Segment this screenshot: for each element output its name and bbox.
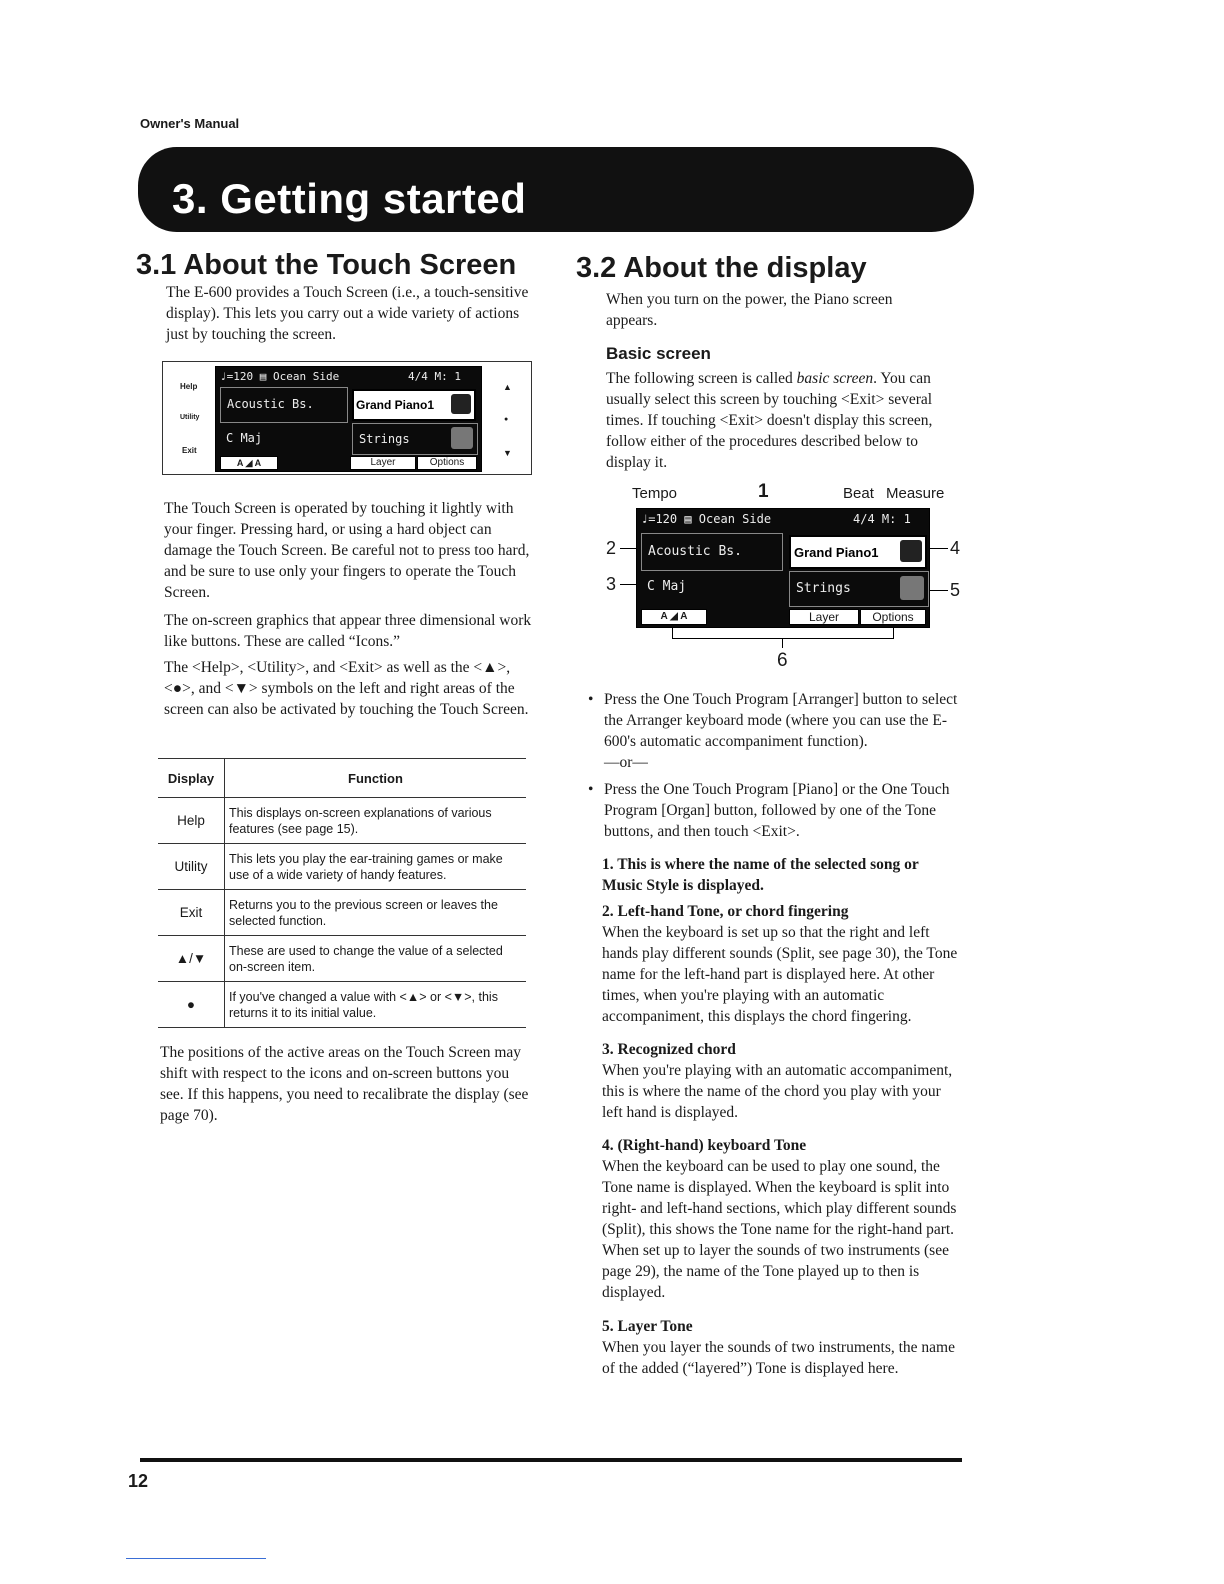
layer-button[interactable]: Layer: [789, 609, 859, 625]
table-row: [158, 890, 526, 936]
item-2: [602, 901, 962, 1027]
item-3-text: When you're playing with an automatic accompaniment, this is where the name of the chord you play with your left hand is displayed.: [602, 1062, 953, 1121]
table-cell-display: ▲/▼: [158, 936, 225, 982]
beat-measure: 4/4 M: 1: [853, 512, 911, 526]
item-2-heading: 2. Left-hand Tone, or chord fingering: [602, 903, 849, 920]
table-cell-function: This lets you play the ear-training games or make use of a wide variety of handy features.: [229, 851, 503, 882]
table-row: [158, 982, 526, 1028]
running-header: Owner's Manual: [140, 116, 240, 131]
item-1: [602, 854, 962, 896]
bullet-dot-2: •: [588, 781, 594, 798]
touch-screen-figure: [162, 361, 532, 475]
item-2-text: When the keyboard is set up so that the right and left hands play different sounds (Split, see page 30), the Tone name for the left-hand part is displayed here. At other times, when you're playing with an automatic accompaniment, this displays the chord fingering.: [602, 924, 958, 1025]
table-header-function: Function: [348, 770, 403, 786]
item-4-text: When the keyboard can be used to play one sound, the Tone name is displayed. When the keyboard is split into right- and left-hand sections, which play different sounds (Split), this shows the Tone name for the right-hand part. When set up to layer the sounds of two instruments (see page 29), the name of the Tone played up to then is displayed.: [602, 1158, 957, 1301]
callout-line-6: [782, 638, 783, 648]
table-cell-function: If you've changed a value with <▲> or <▼>, this returns it to its initial value.: [229, 989, 498, 1020]
reset-symbol[interactable]: ●: [504, 416, 509, 423]
section-3-1-p2: The on-screen graphics that appear three dimensional work like buttons. These are called “Icons.”: [164, 612, 532, 650]
callout-3: 3: [606, 574, 617, 594]
options-button[interactable]: Options: [417, 456, 477, 470]
layer-tone-name: Strings: [359, 432, 410, 446]
table-cell-display: ●: [158, 982, 225, 1028]
piano-icon: [900, 540, 922, 562]
layer-tone-icon[interactable]: [789, 571, 929, 607]
table-header-display: Display: [158, 759, 225, 798]
lcd-screen: [215, 366, 482, 472]
item-3: [602, 1039, 962, 1123]
right-tone-name: Grand Piano1: [794, 545, 879, 560]
chord-name: C Maj: [226, 431, 263, 445]
help-label[interactable]: Help: [180, 382, 198, 391]
callout-line-5: [928, 590, 948, 591]
layer-tone-icon[interactable]: [352, 423, 478, 455]
display-function-table: [158, 758, 526, 1028]
table-row: [158, 844, 526, 890]
arrow-button[interactable]: A ◢ A: [220, 456, 278, 470]
tempo-label: Tempo: [632, 485, 678, 502]
piano-icon: [451, 394, 471, 414]
callout-4: 4: [950, 538, 961, 558]
right-tone-icon[interactable]: [789, 535, 927, 569]
chord-name: C Maj: [647, 579, 687, 594]
beat-label: Beat: [843, 485, 874, 502]
callout-2: 2: [606, 538, 617, 558]
table-cell-display: Exit: [158, 890, 225, 936]
status-line: ♩=120 ▤ Ocean Side: [641, 512, 772, 526]
table-cell-function: These are used to change the value of a selected on-screen item.: [229, 943, 503, 974]
bullet-2-text: Press the One Touch Program [Piano] or the One Touch Program [Organ] button, followed by one of the Tone buttons, and then touch <Exit>.: [604, 781, 950, 840]
item-4-heading: 4. (Right-hand) keyboard Tone: [602, 1137, 807, 1154]
section-3-2-title: 3.2 About the display: [576, 252, 867, 284]
bullet-1-text: Press the One Touch Program [Arranger] button to select the Arranger keyboard mode (where you can use the E-600's automatic accompaniment function).: [604, 691, 958, 750]
item-5: [602, 1316, 962, 1379]
section-3-1-p3: The <Help>, <Utility>, and <Exit> as well as the <▲>, <●>, and <▼> symbols on the left and right areas of the screen can also be activated by touching the Touch Screen.: [164, 659, 529, 718]
table-cell-function: Returns you to the previous screen or leaves the selected function.: [229, 897, 498, 928]
left-tone-name: Acoustic Bs.: [227, 397, 314, 411]
bullet-dot-1: •: [588, 691, 594, 708]
utility-label[interactable]: Utility: [180, 414, 200, 421]
basic-text-a: The following screen is called: [606, 370, 797, 387]
item-1-heading: 1. This is where the name of the selected song or Music Style is displayed.: [602, 856, 919, 894]
callout-1: 1: [758, 481, 769, 502]
left-tone-icon[interactable]: [641, 533, 783, 571]
basic-text-em: basic screen: [796, 370, 874, 387]
measure-label: Measure: [886, 485, 945, 502]
table-row: [158, 798, 526, 844]
table-header-row: [158, 759, 526, 798]
basic-lcd-screen: [636, 508, 930, 628]
footnote-rule: [126, 1558, 266, 1559]
basic-text-b: . You can usually select this screen by touching <Exit> several times. If touching <Exit> doesn't display this screen, follow either of the procedures described below to display it.: [606, 370, 933, 471]
up-symbol[interactable]: ▲: [503, 382, 512, 392]
section-3-1-intro: The E-600 provides a Touch Screen (i.e., a touch-sensitive display). This lets you carry out a wide variety of actions just by touching the screen.: [166, 284, 529, 343]
left-tone-icon[interactable]: [220, 387, 348, 423]
strings-icon: [900, 576, 924, 600]
callout-line-4: [928, 548, 948, 549]
layer-button[interactable]: Layer: [350, 456, 416, 470]
footer-rule: [140, 1458, 962, 1462]
options-button[interactable]: Options: [860, 609, 926, 625]
basic-screen-title: Basic screen: [606, 344, 711, 363]
right-tone-name: Grand Piano1: [356, 398, 435, 412]
callout-6: 6: [777, 650, 788, 671]
layer-tone-name: Strings: [796, 581, 851, 596]
status-line: ♩=120 ▤ Ocean Side: [220, 370, 340, 383]
right-tone-icon[interactable]: [352, 389, 476, 421]
section-3-2-intro: When you turn on the power, the Piano screen appears.: [606, 291, 893, 329]
page-number: 12: [128, 1471, 149, 1491]
table-cell-display: Utility: [158, 844, 225, 890]
down-symbol[interactable]: ▼: [503, 448, 512, 458]
basic-screen-text: [606, 368, 958, 473]
item-3-heading: 3. Recognized chord: [602, 1041, 736, 1058]
item-5-heading: 5. Layer Tone: [602, 1318, 693, 1335]
item-5-text: When you layer the sounds of two instruments, the name of the added (“layered”) Tone is displayed here.: [602, 1339, 955, 1377]
strings-icon: [451, 427, 473, 449]
callout-bracket-6: [672, 628, 894, 639]
or-separator: —or—: [604, 754, 648, 771]
table-row: [158, 936, 526, 982]
left-tone-name: Acoustic Bs.: [648, 544, 742, 559]
section-3-1-title: 3.1 About the Touch Screen: [136, 249, 517, 281]
chapter-title: 3. Getting started: [172, 175, 527, 222]
beat-measure: 4/4 M: 1: [408, 370, 461, 383]
arrow-button[interactable]: A ◢ A: [641, 609, 707, 625]
section-3-1-p1: The Touch Screen is operated by touching it lightly with your finger. Pressing hard, or using a hard object can damage the Touch Screen. Be careful not to press too hard, and be sure to use only your fingers to operate the Touch Screen.: [164, 500, 530, 601]
section-3-1-p4: The positions of the active areas on the Touch Screen may shift with respect to the icons and on-screen buttons you see. If this happens, you need to recalibrate the display (see page 70).: [160, 1044, 529, 1124]
exit-label[interactable]: Exit: [182, 446, 197, 455]
item-4: [602, 1135, 962, 1303]
callout-5: 5: [950, 580, 961, 600]
table-cell-display: Help: [158, 798, 225, 844]
table-cell-function: This displays on-screen explanations of various features (see page 15).: [229, 805, 492, 836]
